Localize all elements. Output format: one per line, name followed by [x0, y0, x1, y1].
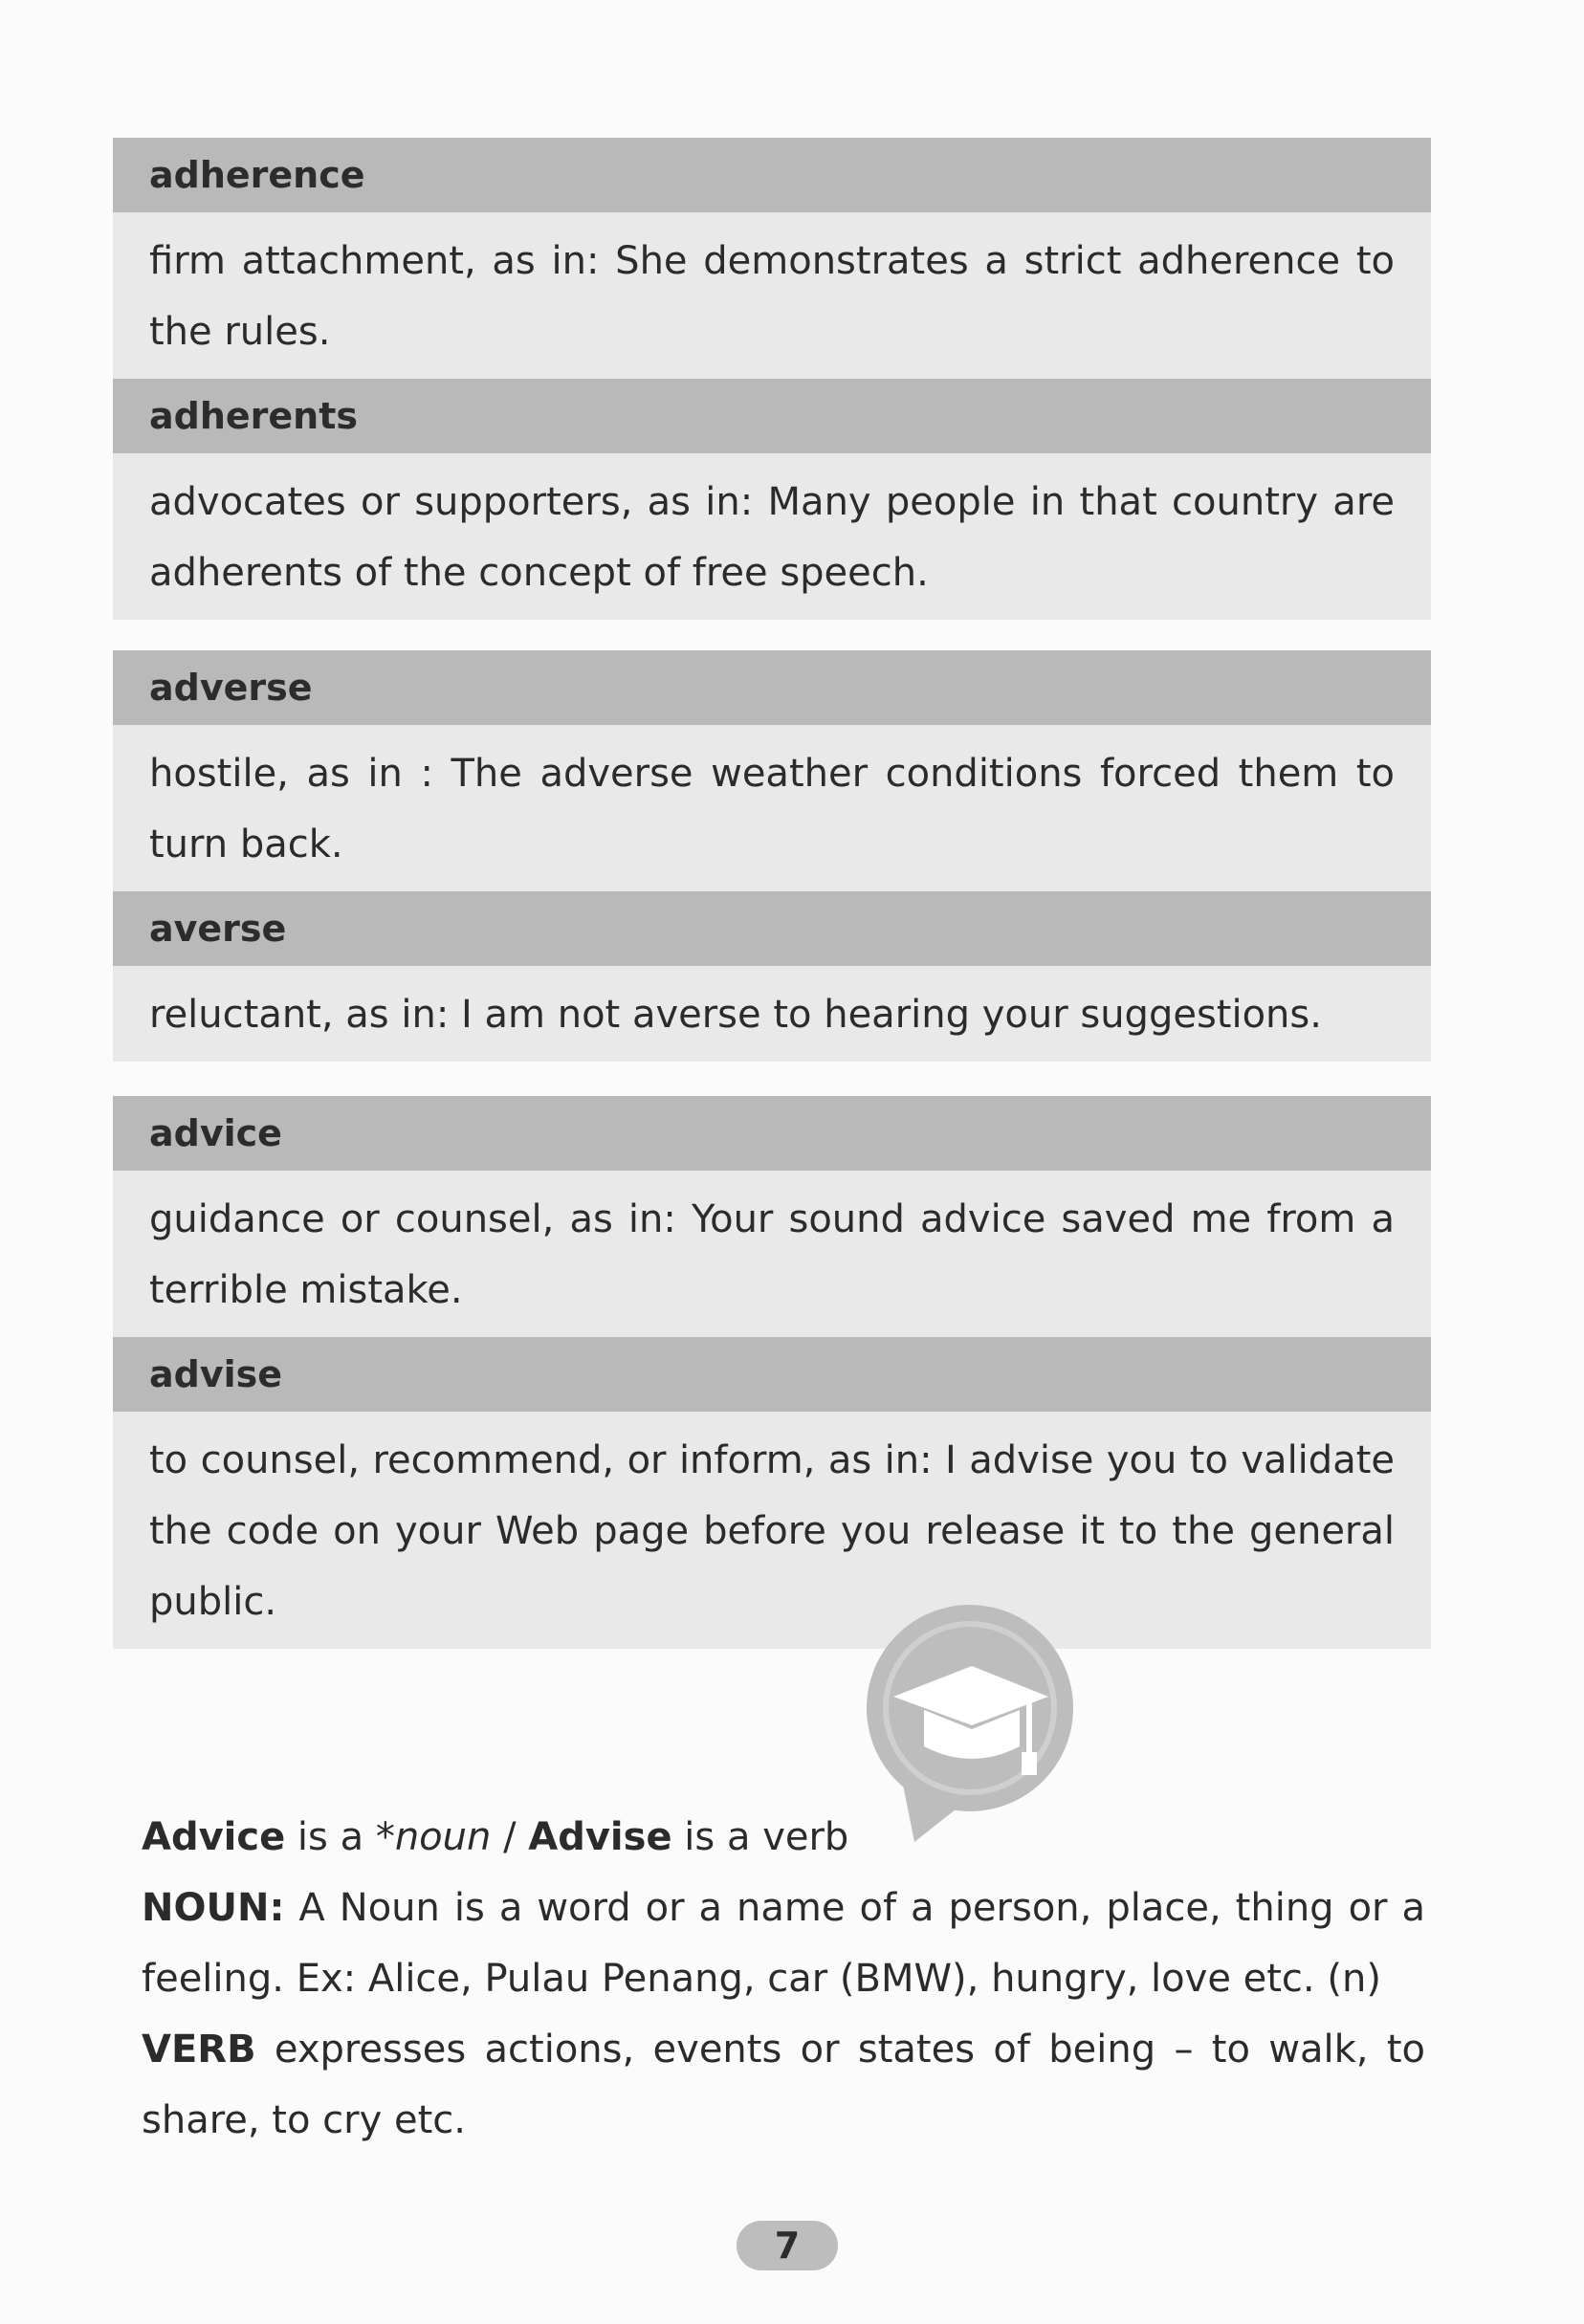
notes-text: is a * — [285, 1815, 395, 1859]
grammar-notes — [142, 1802, 1425, 2156]
entry-term: adverse — [113, 650, 1431, 725]
entry-term: adherents — [113, 379, 1431, 453]
entry-term: advice — [113, 1096, 1431, 1171]
noun-text: A Noun is a word or a name of a person, place, thing or a feeling. Ex: Alice, Pulau Penang, car (BMW), hungry, love etc. (n) — [142, 1886, 1425, 2001]
word-noun: noun — [394, 1815, 492, 1859]
entry-group-1 — [113, 138, 1431, 620]
word-advice: Advice — [142, 1815, 286, 1859]
noun-label: NOUN: — [142, 1886, 285, 1930]
notes-text: is a verb — [671, 1815, 849, 1859]
entry-adherence — [113, 138, 1431, 379]
entry-definition: guidance or counsel, as in: Your sound advice saved me from a terrible mistake. — [113, 1171, 1431, 1337]
notes-line-advice-advise — [142, 1802, 1425, 1873]
entry-advice — [113, 1096, 1431, 1337]
verb-label: VERB — [142, 2028, 256, 2072]
entry-definition: hostile, as in : The adverse weather conditions forced them to turn back. — [113, 725, 1431, 891]
notes-text: / — [491, 1815, 529, 1859]
verb-text: expresses actions, events or states of being – to walk, to share, to cry etc. — [142, 2028, 1425, 2142]
entry-term: averse — [113, 891, 1431, 966]
word-advise: Advise — [528, 1815, 672, 1859]
entry-adherents — [113, 379, 1431, 620]
entry-group-2 — [113, 650, 1431, 1062]
entry-group-3 — [113, 1096, 1431, 1649]
entry-definition: reluctant, as in: I am not averse to hearing your suggestions. — [113, 966, 1431, 1062]
entry-advise — [113, 1337, 1431, 1649]
entry-adverse — [113, 650, 1431, 891]
entry-term: advise — [113, 1337, 1431, 1412]
entry-definition: to counsel, recommend, or inform, as in: I advise you to validate the code on your Web page before you release it to the general public. — [113, 1412, 1431, 1649]
entry-definition: advocates or supporters, as in: Many people in that country are adherents of the concept of free speech. — [113, 453, 1431, 620]
entry-definition: firm attachment, as in: She demonstrates a strict adherence to the rules. — [113, 212, 1431, 379]
notes-noun-definition — [142, 1873, 1425, 2014]
page-number: 7 — [737, 2221, 838, 2270]
notes-verb-definition — [142, 2014, 1425, 2156]
entry-averse — [113, 891, 1431, 1062]
entry-term: adherence — [113, 138, 1431, 212]
